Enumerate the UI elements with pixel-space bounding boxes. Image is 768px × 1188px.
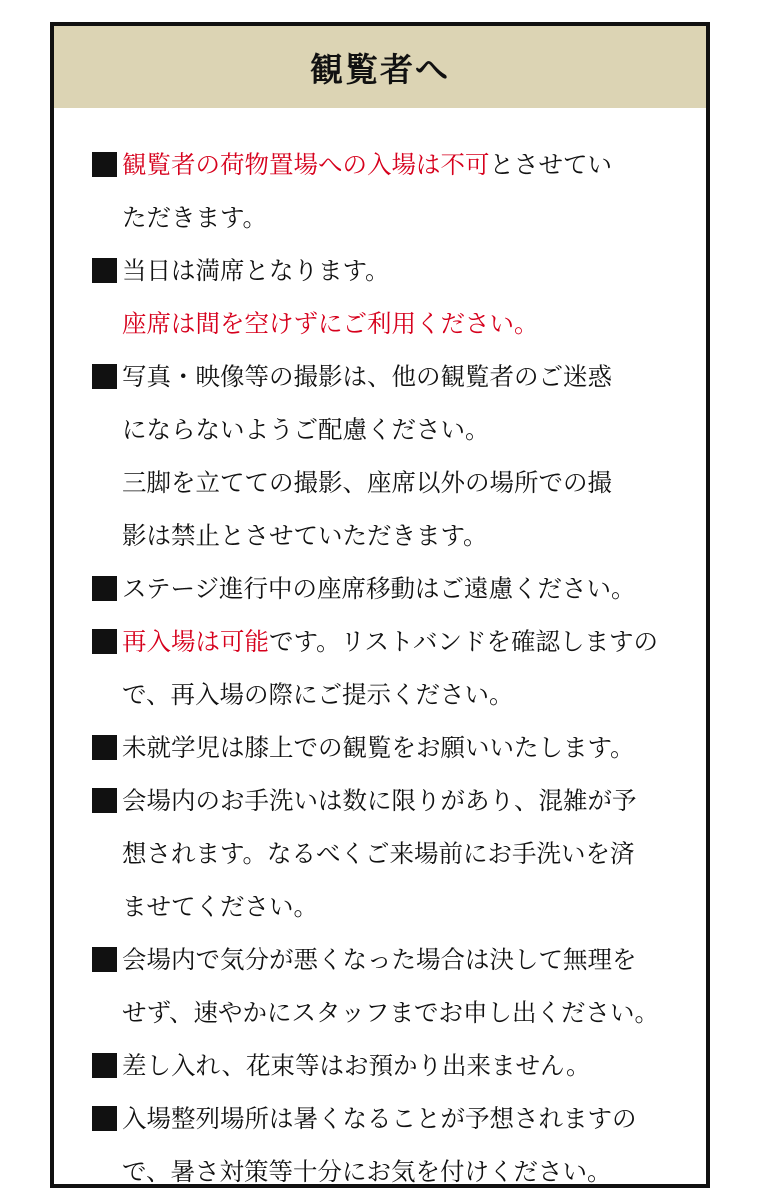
body-text: とさせてい — [489, 150, 612, 179]
notice-title: 観覧者へ — [54, 26, 706, 108]
notice-item — [92, 615, 692, 721]
square-bullet-icon — [92, 774, 122, 933]
body-text: 入場整列場所は暑くなることが予想されますの — [122, 1104, 637, 1133]
notice-line — [122, 721, 692, 774]
notice-line — [122, 1092, 692, 1145]
square-bullet-icon — [92, 244, 122, 350]
notice-item — [92, 774, 692, 933]
notice-line — [122, 509, 692, 562]
body-text: 影は禁止とさせていただきます。 — [122, 521, 488, 550]
notice-line — [122, 191, 692, 244]
notice-list — [92, 138, 692, 1188]
highlight-text: 座席は間を空けずにご利用ください。 — [122, 309, 539, 338]
square-bullet-icon — [92, 615, 122, 721]
notice-item — [92, 350, 692, 562]
square-bullet-icon — [92, 933, 122, 1039]
body-text: 当日は満席となります。 — [122, 256, 390, 285]
square-bullet-icon — [92, 350, 122, 562]
notice-line — [122, 297, 692, 350]
square-bullet-icon — [92, 562, 122, 615]
highlight-text: 観覧者の荷物置場への入場は不可 — [122, 150, 490, 179]
notice-line — [122, 880, 692, 933]
body-text: ませてください。 — [122, 892, 318, 921]
body-text: せず、速やかにスタッフまでお申し出ください。 — [122, 998, 660, 1027]
body-text: 会場内のお手洗いは数に限りがあり、混雑が予 — [122, 786, 637, 815]
body-text: です。リストバンドを確認しますの — [269, 627, 659, 656]
notice-line — [122, 933, 692, 986]
notice-line — [122, 986, 692, 1039]
notice-item — [92, 1092, 692, 1188]
body-text: 会場内で気分が悪くなった場合は決して無理を — [122, 945, 637, 974]
body-text: 写真・映像等の撮影は、他の観覧者のご迷惑 — [122, 362, 612, 391]
square-bullet-icon — [92, 1039, 122, 1092]
notice-line — [122, 827, 692, 880]
notice-line — [122, 350, 692, 403]
notice-item — [92, 1039, 692, 1092]
notice-line — [122, 456, 692, 509]
square-bullet-icon — [92, 138, 122, 244]
notice-line — [122, 774, 692, 827]
notice-item — [92, 721, 692, 774]
body-text: で、再入場の際にご提示ください。 — [122, 680, 514, 709]
body-text: ただきます。 — [122, 203, 268, 232]
notice-panel — [50, 22, 710, 1188]
notice-line — [122, 244, 692, 297]
body-text: 三脚を立てての撮影、座席以外の場所での撮 — [122, 468, 612, 497]
notice-item — [92, 562, 692, 615]
notice-line — [122, 138, 692, 191]
notice-line — [122, 1039, 692, 1092]
body-text: にならないようご配慮ください。 — [122, 415, 490, 444]
square-bullet-icon — [92, 721, 122, 774]
notice-item — [92, 933, 692, 1039]
body-text: 想されます。なるべくご来場前にお手洗いを済 — [122, 839, 635, 868]
notice-item — [92, 244, 692, 350]
body-text: ステージ進行中の座席移動はご遠慮ください。 — [122, 574, 636, 603]
body-text: で、暑さ対策等十分にお気を付けください。 — [122, 1157, 612, 1186]
highlight-text: 再入場は可能 — [122, 627, 269, 656]
notice-line — [122, 615, 692, 668]
square-bullet-icon — [92, 1092, 122, 1188]
notice-line — [122, 562, 692, 615]
notice-item — [92, 138, 692, 244]
notice-line — [122, 1145, 692, 1188]
notice-line — [122, 668, 692, 721]
body-text: 未就学児は膝上での観覧をお願いいたします。 — [122, 733, 635, 762]
notice-line — [122, 403, 692, 456]
body-text: 差し入れ、花束等はお預かり出来ません。 — [122, 1051, 591, 1080]
